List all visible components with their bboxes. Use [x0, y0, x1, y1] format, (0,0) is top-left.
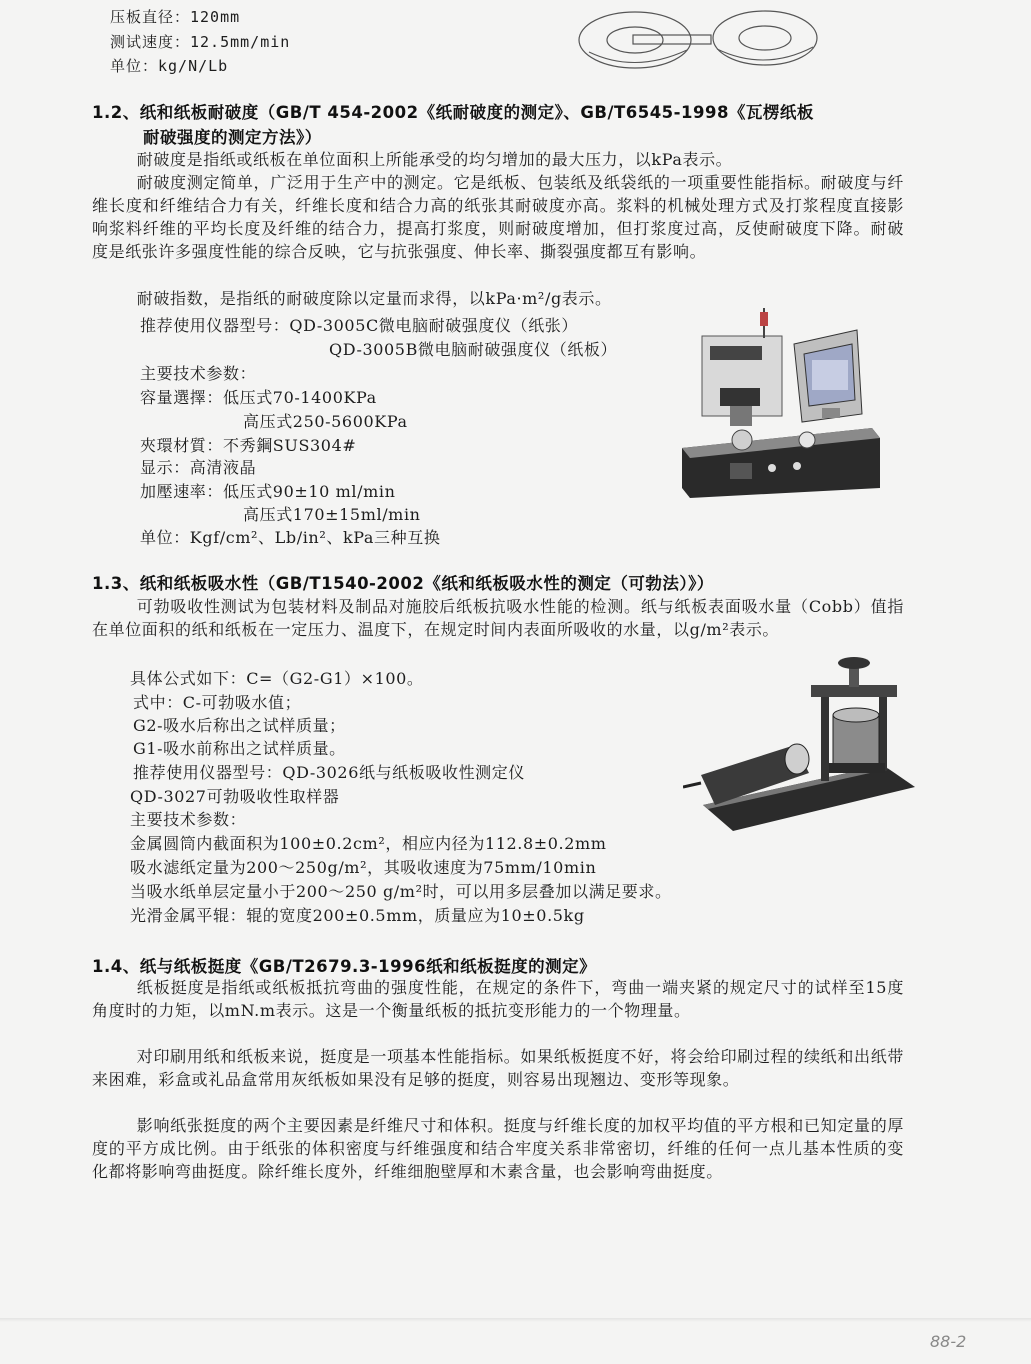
spec-plate-diameter: 压板直径：120mm	[110, 8, 241, 26]
cobb-spec-layers: 当吸水纸单层定量小于200～250 g/m²时，可以用多层叠加以满足要求。	[130, 882, 672, 901]
page-mark: 88-2	[930, 1332, 967, 1351]
cobb-params-title: 主要技术参数：	[130, 810, 247, 829]
section-1-2-para-2: 耐破度测定简单，广泛用于生产中的测定。它是纸板、包装纸及纸袋纸的一项重要性能指标。耐破度与纤维长度和纤维结合力有关，纤维长度和结合力高的纸张其耐破度亦高。浆料的机械处理方式及打浆程度直接影响浆料纤维的平均长度及纤维的结合力，提高打浆度，则耐破度增加，但打浆度过高，反使耐破度下降。耐破度是纸张许多强度性能的综合反映，它与抗张强度、伸长率、撕裂强度都互有影响。	[92, 173, 904, 261]
cobb-spec-blotting: 吸水滤纸定量为200～250g/m²，其吸收速度为75mm/10min	[130, 858, 597, 877]
burst-rate-low: 加壓速率：低压式90±10 ml/min	[140, 482, 396, 501]
section-1-2-heading-cont: 耐破强度的测定方法》）	[143, 128, 322, 147]
cobb-g1: G1-吸水前称出之试样质量。	[133, 739, 346, 758]
cobb-tester-image	[683, 655, 921, 835]
spec-test-speed: 测试速度：12.5mm/min	[110, 33, 291, 51]
section-1-3-para-1: 可勃吸收性测试为包装材料及制品对施胶后纸板抗吸水性能的检测。纸与纸板表面吸水量（Cobb）值指在单位面积的纸和纸板在一定压力、温度下，在规定时间内表面所吸收的水量，以g/m²表示。	[92, 597, 904, 639]
section-1-4-para-2: 对印刷用纸和纸板来说，挺度是一项基本性能指标。如果纸板挺度不好，将会给印刷过程的续纸和出纸带来困难，彩盒或礼品盒常用灰纸板如果没有足够的挺度，则容易出现翘边、变形等现象。	[92, 1047, 904, 1089]
burst-unit: 单位：Kgf/cm²、Lb/in²、kPa三种互换	[140, 528, 441, 547]
cobb-sampler: QD-3027可勃吸收性取样器	[130, 787, 340, 806]
scan-edge	[0, 1318, 1031, 1322]
burst-model-label: 推荐使用仪器型号：QD-3005C微电脑耐破强度仪（纸张）	[140, 316, 579, 335]
burst-capacity-low: 容量選擇：低压式70-1400KPa	[140, 388, 377, 407]
section-1-4-heading: 1.4、纸与纸板挺度《GB/T2679.3-1996纸和纸板挺度的测定》	[92, 957, 597, 976]
burst-tester-image	[672, 298, 884, 510]
section-1-3-heading: 1.3、纸和纸板吸水性（GB/T1540-2002《纸和纸板吸水性的测定（可勃法）》）	[92, 574, 714, 593]
section-1-2-para-3: 耐破指数，是指纸的耐破度除以定量而求得，以kPa·m²/g表示。	[136, 289, 612, 308]
burst-capacity-high: 高压式250-5600KPa	[243, 412, 408, 431]
burst-rate-high: 高压式170±15ml/min	[243, 505, 421, 524]
burst-display: 显示：高清液晶	[140, 458, 257, 477]
spec-unit: 单位：kg/N/Lb	[110, 57, 229, 75]
cobb-model: 推荐使用仪器型号：QD-3026纸与纸板吸收性测定仪	[133, 763, 525, 782]
burst-params-title: 主要技术参数：	[140, 364, 257, 383]
cobb-where: 式中：C-可勃吸水值；	[133, 693, 302, 712]
section-1-2-heading: 1.2、纸和纸板耐破度（GB/T 454-2002《纸耐破度的测定》、GB/T6545-1998《瓦楞纸板	[92, 103, 814, 122]
ring-sketch-figure	[575, 2, 825, 72]
burst-model-2: QD-3005B微电脑耐破强度仪（纸板）	[329, 340, 618, 359]
cobb-formula: 具体公式如下：C=（G2-G1）×100。	[130, 669, 424, 688]
section-1-2-para-1: 耐破度是指纸或纸板在单位面积上所能承受的均匀增加的最大压力，以kPa表示。	[136, 150, 733, 169]
cobb-spec-roller: 光滑金属平辊：辊的宽度200±0.5mm，质量应为10±0.5kg	[130, 906, 585, 925]
section-1-4-para-1: 纸板挺度是指纸或纸板抵抗弯曲的强度性能，在规定的条件下，弯曲一端夹紧的规定尺寸的试样至15度角度时的力矩，以mN.m表示。这是一个衡量纸板的抵抗变形能力的一个物理量。	[92, 978, 904, 1020]
section-1-4-para-3: 影响纸张挺度的两个主要因素是纤维尺寸和体积。挺度与纤维长度的加权平均值的平方根和已知定量的厚度的平方成比例。由于纸张的体积密度与纤维强度和结合牢度关系非常密切，纤维的任何一点儿基本性质的变化都将影响弯曲挺度。除纤维长度外，纤维细胞壁厚和木素含量，也会影响弯曲挺度。	[92, 1116, 904, 1181]
cobb-spec-cylinder: 金属圆筒内截面积为100±0.2cm²，相应内径为112.8±0.2mm	[130, 834, 607, 853]
cobb-g2: G2-吸水后称出之试样质量；	[133, 716, 346, 735]
burst-clamp-material: 夾環材質：不秀鋼SUS304#	[140, 436, 357, 455]
